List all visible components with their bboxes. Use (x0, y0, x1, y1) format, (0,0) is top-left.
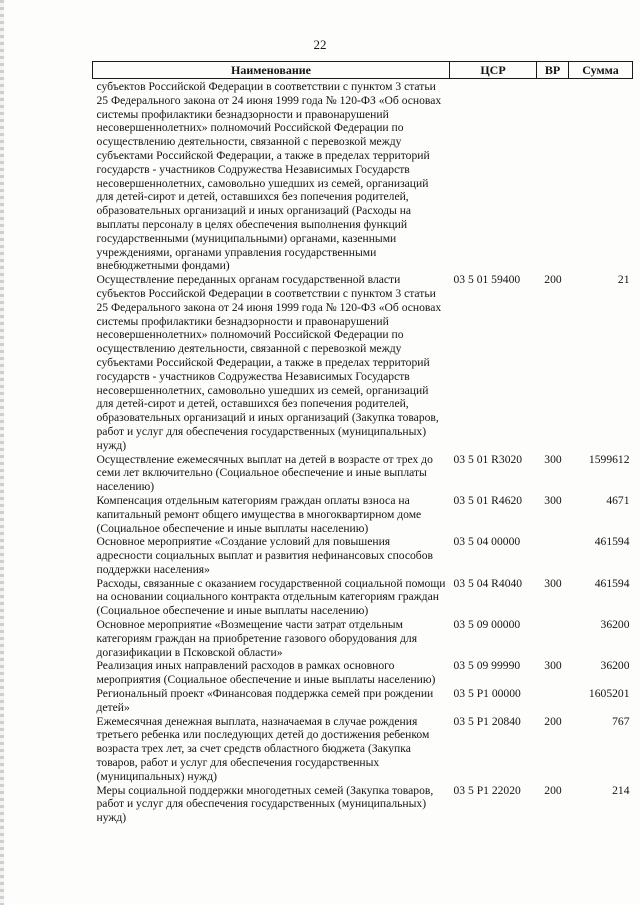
row-name: субъектов Российской Федерации в соответствии с пунктом 3 статьи 25 Федерального закона от 24 июня 1999 года № 120-ФЗ «Об основах системы профилактики безнадзорности и правонарушений несовершеннолетних» полномочий Российской Федерации по осуществлению деятельности, связанной с перевозкой между субъектами Российской Федерации, а также в пределах территорий государств - участников Содружества Независимых Государств несовершеннолетних, самовольно ушедших из семей, организаций для детей-сирот и детей, оставшихся без попечения родителей, образовательных организаций и иных организаций (Расходы на выплаты персоналу в целях обеспечения выполнения функций государственными (муниципальными) органами, казенными учреждениями, органами управления государственными внебюджетными фондами) (96, 80, 442, 273)
row-csr: 03 5 04 00000 (453, 535, 521, 549)
table-row (93, 618, 633, 659)
row-vr: 300 (544, 452, 562, 466)
row-sum: 1605201 (588, 687, 630, 701)
row-vr (537, 618, 569, 659)
row-sum: 21 (617, 273, 630, 287)
table-row (93, 784, 633, 825)
row-vr (537, 687, 569, 715)
table-row (93, 79, 633, 274)
row-name: Осуществление переданных органам государственной власти субъектов Российской Федерации в соответствии с пунктом 3 статьи 25 Федерального закона от 24 июня 1999 года № 120-ФЗ «Об основах системы профилактики безнадзорности и правонарушений несовершеннолетних» полномочий Российской Федерации по осуществлению деятельности, связанной с перевозкой между субъектами Российской Федерации, а также в пределах территорий государств - участников Содружества Независимых Государств несовершеннолетних, самовольно ушедших из семей, организаций для детей-сирот и детей, оставшихся без попечения родителей, образовательных организаций и иных организаций (Закупка товаров, работ и услуг для обеспечения государственных (муниципальных) нужд) (96, 273, 442, 452)
row-vr: 200 (544, 783, 562, 797)
row-sum: 36200 (600, 659, 630, 673)
row-sum (569, 79, 633, 274)
row-sum: 461594 (594, 576, 630, 590)
row-name: Реализация иных направлений расходов в рамках основного мероприятия (Социальное обеспечение и иные выплаты населению) (96, 659, 436, 687)
row-sum: 1599612 (588, 452, 630, 466)
column-header-csr: ЦСР (450, 62, 537, 79)
row-sum: 461594 (594, 535, 630, 549)
table-row (93, 535, 633, 576)
column-header-vr: ВР (537, 62, 569, 79)
row-vr: 300 (544, 659, 562, 673)
row-sum: 214 (612, 783, 630, 797)
row-csr: 03 5 09 99990 (453, 659, 521, 673)
row-csr: 03 5 01 R3020 (453, 452, 523, 466)
row-name: Основное мероприятие «Возмещение части затрат отдельным категориям граждан на приобретение газового оборудования для догазификации в Псковской области» (96, 618, 418, 659)
row-csr: 03 5 01 R4620 (453, 493, 523, 507)
row-vr: 300 (544, 493, 562, 507)
row-sum: 4671 (606, 493, 630, 507)
column-header-sum: Сумма (569, 62, 633, 79)
row-name: Основное мероприятие «Создание условий для повышения адресности социальных выплат и развития нефинансовых способов поддержки населения» (96, 535, 433, 576)
row-vr (537, 79, 569, 274)
table-row (93, 494, 633, 535)
row-csr: 03 5 09 00000 (453, 618, 521, 632)
row-name: Меры социальной поддержки многодетных семей (Закупка товаров, работ и услуг для обеспечения государственных (муниципальных) нужд) (96, 783, 434, 825)
row-csr (450, 79, 537, 274)
row-name: Региональный проект «Финансовая поддержка семей при рождении детей» (96, 687, 434, 714)
table-row (93, 659, 633, 687)
table-row (93, 453, 633, 494)
row-vr: 200 (544, 273, 562, 287)
row-vr (537, 535, 569, 576)
row-sum: 36200 (600, 618, 630, 632)
scan-edge (0, 0, 4, 905)
table-row (93, 273, 633, 452)
row-name: Расходы, связанные с оказанием государственной социальной помощи на основании социального контракта отдельным категориям граждан (Социальное обеспечение и иные выплаты населению) (96, 576, 446, 618)
row-name: Компенсация отдельным категориям граждан оплаты взноса на капитальный ремонт общего имущества в многоквартирном доме (Социальное обеспечение и иные выплаты населению) (96, 493, 422, 535)
row-csr: 03 5 01 59400 (453, 273, 521, 287)
table-row (93, 687, 633, 715)
page-number: 22 (313, 37, 327, 52)
budget-table (92, 61, 633, 825)
row-csr: 03 5 P1 00000 (453, 687, 521, 701)
column-header-name: Наименование (93, 62, 450, 79)
row-name: Ежемесячная денежная выплата, назначаемая в случае рождения третьего ребенка или последующих детей до достижения ребенком возраста трех лет, за счет средств областного бюджета (Закупка товаров, работ и услуг для обеспечения государственных (муниципальных) нужд) (96, 714, 430, 783)
table-row (93, 577, 633, 618)
table-row (93, 715, 633, 784)
table-header-row (93, 62, 633, 79)
row-sum: 767 (612, 714, 630, 728)
row-name: Осуществление ежемесячных выплат на детей в возрасте от трех до семи лет включительно (Социальное обеспечение и иные выплаты населению) (96, 452, 433, 494)
row-csr: 03 5 04 R4040 (453, 576, 523, 590)
row-vr: 300 (544, 576, 562, 590)
row-csr: 03 5 P1 22020 (453, 783, 521, 797)
row-vr: 200 (544, 714, 562, 728)
row-csr: 03 5 P1 20840 (453, 714, 521, 728)
